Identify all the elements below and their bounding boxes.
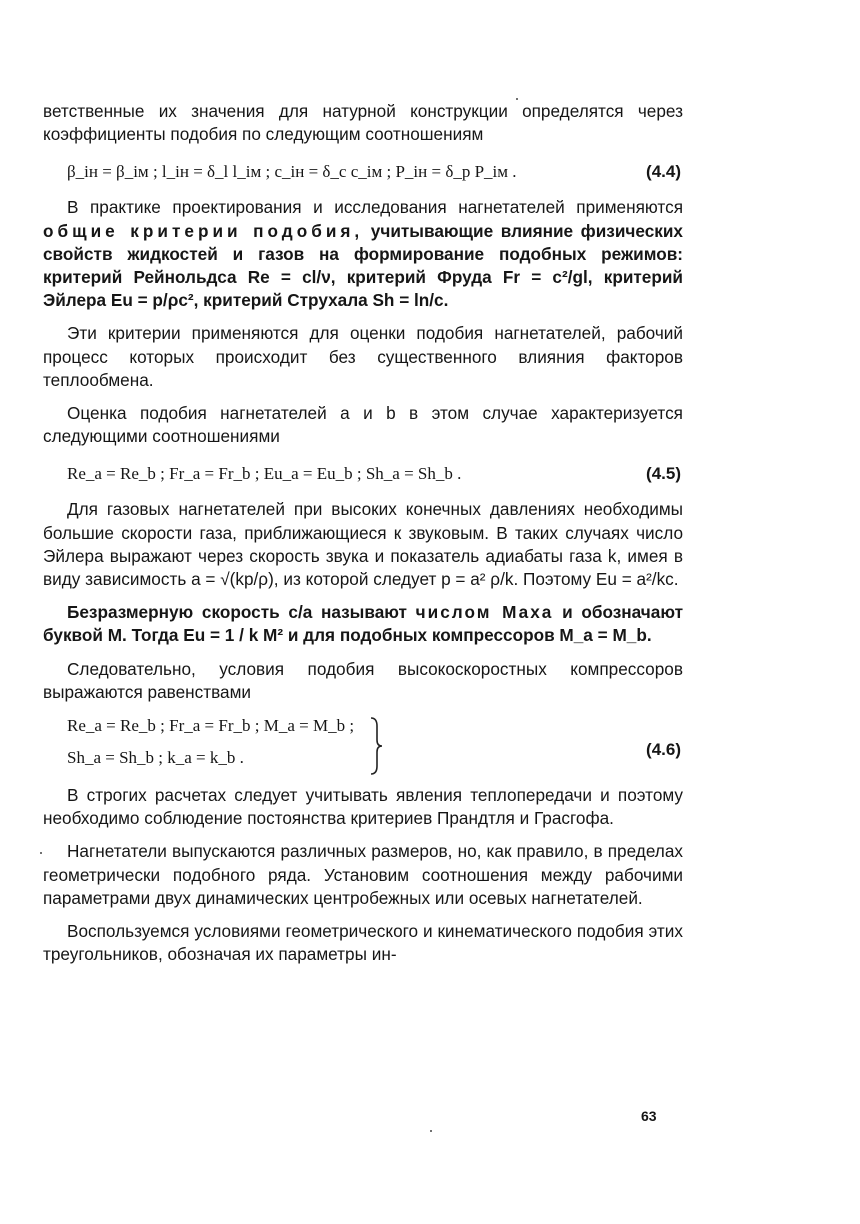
equation-formula: β_iн = β_iм ; l_iн = δ_l l_iм ; c_iн = δ_c c_iм ; P_iн = δ_p P_iм .: [67, 162, 517, 182]
equation-line-2: Sh_a = Sh_b ; k_a = k_b .: [67, 748, 244, 768]
paragraph-conditions: Следовательно, условия подобия высокоскоростных компрессоров выражаются равенствами: [43, 658, 683, 702]
equation-number: (4.6): [646, 740, 681, 760]
paragraph-assessment: Оценка подобия нагнетателей a и b в этом случае характеризуется следующими соотношениями: [43, 403, 683, 447]
paragraph-heat-transfer: В строгих расчетах следует учитывать явления теплопередачи и поэтому необходимо соблюдение постоянства критериев Прандтля и Грасгофа.: [43, 785, 683, 829]
emphasis-spaced: числом Маха: [415, 602, 554, 623]
paragraph-sizes: Нагнетатели выпускаются различных размеров, но, как правило, в пределах геометрически подобного ряда. Установим соотношения между рабочими параметрами двух динамических центробежных или осевых нагнетателей.: [43, 841, 683, 908]
equation-4-4: [43, 156, 683, 186]
paragraph-mach: [43, 601, 683, 647]
scan-speck: [40, 852, 42, 854]
equation-number: (4.5): [646, 464, 681, 484]
paragraph-triangles: Воспользуемся условиями геометрического и кинематического подобия этих треугольников, обозначая их параметры ин-: [43, 921, 683, 965]
equation-formula: Re_a = Re_b ; Fr_a = Fr_b ; Eu_a = Eu_b ; Sh_a = Sh_b .: [67, 464, 462, 484]
page-body: [43, 100, 683, 966]
emphasis-spaced: общие критерии подобия,: [43, 220, 364, 241]
scan-speck: [430, 1130, 432, 1132]
right-brace-icon: [369, 716, 383, 776]
text-run: учитывающие влияние физических свойств жидкостей и газов на формирование подобных режимов: критерий Рейнольдса Re = cl/ν, критерий Фруда Fr = c²/gl, критерий Эйлера Eu = p/ρc², критерий Струхала Sh = ln/c.: [43, 220, 683, 311]
page-number: 63: [641, 1108, 657, 1124]
equation-4-5: [43, 458, 683, 488]
paragraph-gas-blowers: Для газовых нагнетателей при высоких конечных давлениях необходимы большие скорости газа, приближающиеся к звуковым. В таких случаях число Эйлера выражают через скорость звука и показатель адиабаты газа k, имея в виду зависимость a = √(kp/ρ), из которой следует p = a² ρ/k. Поэтому Eu = a²/kc.: [43, 499, 683, 590]
text-run: Безразмерную скорость c/a называют: [67, 602, 407, 623]
paragraph-criteria: [43, 196, 683, 312]
paragraph-application: Эти критерии применяются для оценки подобия нагнетателей, рабочий процесс которых происходит без существенного влияния факторов теплообмена.: [43, 323, 683, 390]
paragraph-intro: ветственные их значения для натурной конструкции определятся через коэффициенты подобия по следующим соотношениям: [43, 101, 683, 145]
text-run: В практике проектирования и исследования нагнетателей применяются: [67, 197, 683, 218]
scan-speck: [516, 98, 518, 100]
text-run: и обозначают буквой М. Тогда Eu = 1 / k M² и для подобных компрессоров M_a = M_b.: [43, 602, 683, 646]
equation-4-6: [43, 712, 683, 784]
equation-number: (4.4): [646, 162, 681, 182]
equation-line-1: Re_a = Re_b ; Fr_a = Fr_b ; M_a = M_b ;: [67, 716, 355, 736]
